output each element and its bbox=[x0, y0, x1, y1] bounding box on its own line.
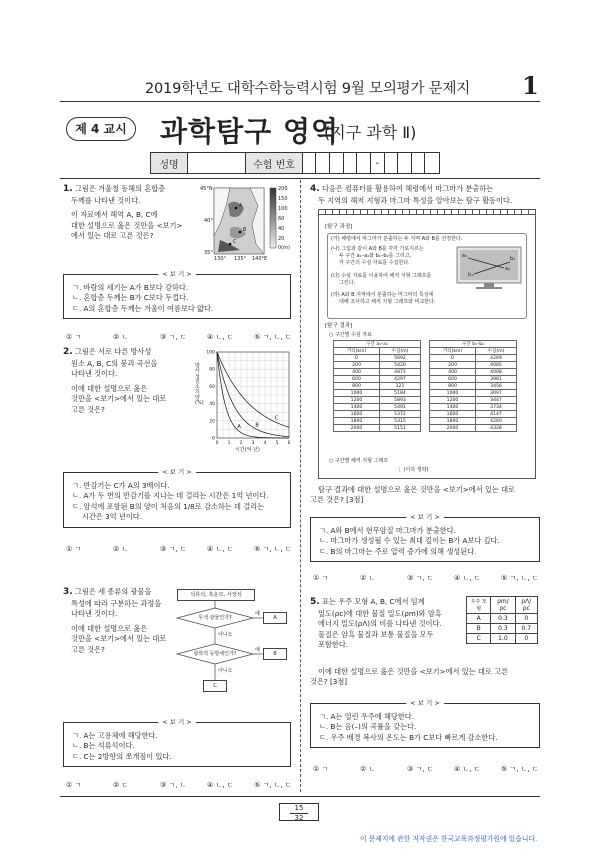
procedure-step: 두 구간 a₁–a₂와 b₁–b₂를 그리고, bbox=[339, 253, 412, 259]
depth-row bbox=[430, 397, 517, 404]
column-divider bbox=[300, 180, 301, 792]
choice-5[interactable]: ⑤ ㄱ, ㄴ, ㄷ bbox=[254, 545, 292, 553]
x-tick-label: 0 bbox=[215, 441, 219, 446]
table-cell: 0 bbox=[515, 634, 537, 644]
table-cell: 400 bbox=[334, 369, 380, 376]
question-5-stem bbox=[310, 596, 460, 651]
flow-no-label: 아니오 bbox=[218, 668, 233, 674]
option-item: ㄷ. 암석에 포함된 B의 양이 처음의 1/8로 감소하는 데 걸리는 bbox=[72, 501, 265, 511]
procedure-step: 대해 조사하고 해저 지형 그래프와 비교한다. bbox=[339, 299, 436, 305]
depth-row bbox=[334, 355, 421, 362]
table-cell: C bbox=[467, 634, 491, 644]
y-tick-label: 20 bbox=[209, 419, 215, 425]
choice-2[interactable]: ② ㄴ bbox=[113, 545, 129, 553]
table-b-title: 구간 b₁–b₂ bbox=[430, 341, 517, 348]
stem-line: 그림은 세 종류의 광물을 bbox=[74, 587, 152, 596]
result-subtitle: ○ 구간별 수심 자료 bbox=[329, 332, 372, 338]
y-tick-label: 60 bbox=[209, 384, 215, 390]
flow-yes-label: 예 bbox=[255, 647, 260, 653]
flow-out-b: B bbox=[263, 648, 287, 660]
option-item: ㄱ. A는 열린 우주에 해당한다. bbox=[319, 712, 415, 721]
depth-row bbox=[430, 362, 517, 369]
map-lat-label: 35° bbox=[204, 250, 213, 256]
table-cell: 1000 bbox=[430, 390, 476, 397]
question-2-choices bbox=[66, 544, 301, 554]
map-lat-label: 40° bbox=[204, 218, 213, 224]
stem-line: 밀도(ρc)에 대한 물질 밀도(ρm)와 암흑 bbox=[318, 609, 442, 619]
screen-label: a₁ bbox=[462, 253, 468, 259]
omitted-note: ⋮ (이하 생략) bbox=[397, 467, 429, 473]
question-2-number: 2. bbox=[63, 347, 73, 357]
chart-xlabel: 시간(억 년) bbox=[235, 447, 260, 453]
depth-row bbox=[334, 397, 421, 404]
exam-title: 2019학년도 대학수학능력시험 9월 모의평가 문제지 bbox=[145, 81, 471, 97]
option-item: ㄷ. A의 혼합층 두께는 겨울이 여름보다 얇다. bbox=[72, 303, 214, 313]
choice-2[interactable]: ② ㄴ bbox=[360, 574, 376, 582]
depth-row bbox=[430, 425, 517, 432]
stem-line: 그림은 서로 다른 방사성 bbox=[74, 347, 152, 356]
map-lat-label: 45°N bbox=[200, 186, 213, 192]
option-item: ㄱ. A와 B에서 현무암질 마그마가 분출한다. bbox=[319, 526, 456, 535]
map-lon-label: 130° bbox=[214, 256, 227, 262]
choice-3[interactable]: ③ ㄱ, ㄷ bbox=[160, 333, 187, 341]
legend-value: 100 bbox=[278, 206, 288, 212]
map-lon-label: 135° bbox=[234, 256, 247, 262]
procedure-step: (다) 수심 자료를 이용하여 해저 지형 그래프를 bbox=[331, 273, 432, 279]
option-item: 시간은 3억 년이다. bbox=[82, 512, 143, 522]
question-3-choices bbox=[66, 780, 301, 790]
table-cell: 1800 bbox=[430, 418, 476, 425]
stem-line: 나타낸 것이다. bbox=[71, 609, 118, 619]
rho-row bbox=[467, 624, 538, 634]
depth-row bbox=[334, 404, 421, 411]
choice-2[interactable]: ② ㄴ bbox=[113, 333, 129, 341]
table-cell: 1800 bbox=[334, 418, 380, 425]
choice-4[interactable]: ④ ㄴ, ㄷ bbox=[207, 545, 234, 553]
table-cell: 0.3 bbox=[491, 614, 515, 624]
table-cell: 3734 bbox=[475, 404, 516, 411]
id-digit[interactable] bbox=[357, 153, 371, 173]
table-cell: 5151 bbox=[379, 425, 420, 432]
choice-5[interactable]: ⑤ ㄱ, ㄴ, ㄷ bbox=[501, 574, 539, 582]
id-digit[interactable] bbox=[385, 153, 399, 173]
col-depth: 수심(m) bbox=[379, 348, 420, 355]
stem-line: 에서 있는 대로 고른 것은? bbox=[71, 231, 154, 241]
procedure-box bbox=[327, 233, 527, 319]
question-5-box bbox=[310, 699, 540, 748]
option-item: ㄴ. B는 석류석이다. bbox=[72, 741, 135, 751]
chart-ylabel: 방사성 원소의 양 (%) bbox=[195, 363, 204, 406]
stem-line: 고른 것은? bbox=[71, 404, 105, 414]
question-5-choices bbox=[313, 764, 548, 774]
depth-row bbox=[430, 390, 517, 397]
table-cell: 4008 bbox=[475, 369, 516, 376]
table-cell: 5491 bbox=[379, 404, 420, 411]
decay-plot bbox=[203, 346, 295, 456]
choice-1[interactable]: ① ㄱ bbox=[66, 545, 82, 553]
legend-value: 200 bbox=[278, 186, 288, 192]
table-cell: 0 bbox=[515, 614, 537, 624]
id-digit[interactable] bbox=[303, 153, 317, 173]
page-number: 1 bbox=[522, 71, 539, 100]
choice-3[interactable]: ③ ㄱ, ㄷ bbox=[407, 574, 434, 582]
depth-row bbox=[334, 425, 421, 432]
stem-line: 대한 설명으로 옳은 것만을 <보기> bbox=[71, 220, 183, 230]
id-digit[interactable] bbox=[344, 153, 358, 173]
table-cell: 4269 bbox=[475, 355, 516, 362]
flow-question-a: 무색 광물인가? bbox=[198, 615, 232, 621]
copyright-notice: 이 문제지에 관한 저작권은 한국교육과정평가원에 있습니다. bbox=[360, 835, 538, 843]
id-digit[interactable] bbox=[425, 153, 439, 173]
table-cell: 200 bbox=[334, 362, 380, 369]
table-cell: 1400 bbox=[430, 404, 476, 411]
screen-label: a₂ bbox=[505, 266, 511, 272]
table-cell: 200 bbox=[430, 362, 476, 369]
table-cell: B bbox=[467, 624, 491, 634]
series-label: C bbox=[274, 415, 279, 422]
legend-value: 60 bbox=[278, 216, 285, 222]
stem-line: 것은? [3점] bbox=[310, 677, 348, 687]
flow-yes-label: 예 bbox=[255, 611, 260, 617]
stem-line: 포함한다. bbox=[318, 640, 349, 650]
x-tick-label: 1 bbox=[227, 441, 231, 446]
screen-label: b₁ bbox=[468, 272, 474, 278]
stem-line: 이에 대한 설명으로 옳은 bbox=[71, 623, 148, 633]
table-cell: 3456 bbox=[475, 383, 516, 390]
x-tick-label: 4 bbox=[263, 441, 267, 446]
stem-line: 것만을 <보기>에서 있는 대로 bbox=[71, 394, 167, 404]
table-header: ρm/ρc bbox=[491, 597, 515, 614]
question-1-stem bbox=[63, 183, 201, 242]
choice-1[interactable]: ① ㄱ bbox=[313, 574, 329, 582]
panel-binding bbox=[318, 209, 536, 215]
y-tick-label: 80 bbox=[209, 367, 215, 373]
choice-4[interactable]: ④ ㄴ, ㄷ bbox=[454, 574, 481, 582]
depth-row bbox=[430, 376, 517, 383]
col-distance: 거리(km) bbox=[430, 348, 476, 355]
col-depth: 수심(m) bbox=[475, 348, 516, 355]
choice-1[interactable]: ① ㄱ bbox=[66, 333, 82, 341]
option-item: ㄴ. A가 두 번의 반감기를 지나는 데 걸리는 시간은 1억 년이다. bbox=[72, 491, 269, 501]
depth-row bbox=[334, 362, 421, 369]
x-tick-label: 3 bbox=[251, 441, 255, 446]
universe-model-table bbox=[466, 596, 538, 644]
procedure-step: (나) 그림과 같이 A와 B를 각각 가로지르는 bbox=[331, 246, 424, 252]
choice-5[interactable]: ⑤ ㄱ, ㄴ, ㄷ bbox=[254, 781, 292, 789]
question-1-choices bbox=[66, 332, 301, 342]
table-header: 우주 모형 bbox=[467, 597, 491, 614]
option-item: ㄴ. B는 음(–)의 곡률을 갖는다. bbox=[319, 722, 417, 732]
rho-row bbox=[467, 614, 538, 624]
table-cell: 1.0 bbox=[491, 634, 515, 644]
choice-3[interactable]: ③ ㄱ, ㄷ bbox=[160, 545, 187, 553]
box-label: < 보 기 > bbox=[406, 513, 444, 521]
question-3-box bbox=[63, 718, 291, 767]
table-cell: 0 bbox=[334, 355, 380, 362]
option-item: ㄷ. C는 2방향의 쪼개짐이 있다. bbox=[72, 751, 172, 761]
choice-5[interactable]: ⑤ ㄱ, ㄴ, ㄷ bbox=[254, 333, 292, 341]
choice-4[interactable]: ④ ㄴ, ㄷ bbox=[207, 333, 234, 341]
table-cell: 600 bbox=[430, 376, 476, 383]
rho-row bbox=[467, 634, 538, 644]
name-field[interactable] bbox=[188, 153, 246, 173]
id-dash: - bbox=[371, 153, 385, 173]
table-cell: 3981 bbox=[475, 376, 516, 383]
legend-value: 20 bbox=[278, 236, 285, 242]
x-tick-label: 6 bbox=[287, 441, 291, 446]
question-1-number: 1. bbox=[63, 184, 73, 194]
footer-page: 15 bbox=[294, 804, 304, 812]
table-cell: 5893 bbox=[379, 397, 420, 404]
procedure-step: 그린다. bbox=[339, 280, 356, 286]
procedure-step: (가) 해령에서 마그마가 분출하는 두 지역 A와 B를 선정한다. bbox=[331, 236, 463, 242]
footer-total: 32 bbox=[290, 813, 308, 822]
col-distance: 거리(km) bbox=[334, 348, 380, 355]
procedure-title: [탐구 과정] bbox=[325, 224, 353, 230]
option-item: ㄷ. 우주 배경 복사의 온도는 B가 C보다 빠르게 감소한다. bbox=[319, 732, 498, 742]
table-cell: 3097 bbox=[475, 390, 516, 397]
option-item: ㄱ. 바람의 세기는 A가 B보다 강하다. bbox=[72, 283, 189, 292]
stem-line: 고른 것은? bbox=[71, 644, 105, 654]
y-tick-label: 100 bbox=[206, 350, 215, 356]
table-cell: 0 bbox=[430, 355, 476, 362]
id-digit[interactable] bbox=[398, 153, 412, 173]
box-label: < 보 기 > bbox=[406, 699, 444, 707]
stem-line: 두께를 나타낸 것이다. bbox=[71, 196, 141, 206]
id-digit[interactable] bbox=[412, 153, 426, 173]
subject-title: 과학탐구 영역 bbox=[160, 115, 340, 148]
mixed-layer-map bbox=[200, 184, 295, 264]
depth-row bbox=[334, 376, 421, 383]
table-cell: 1200 bbox=[430, 397, 476, 404]
depth-row bbox=[430, 404, 517, 411]
option-item: ㄱ. A는 고용체에 해당한다. bbox=[72, 731, 158, 740]
choice-4[interactable]: ④ ㄴ, ㄷ bbox=[207, 781, 234, 789]
table-a-title: 구간 a₁–a₂ bbox=[334, 341, 421, 348]
depth-row bbox=[430, 355, 517, 362]
id-digit[interactable] bbox=[316, 153, 330, 173]
flow-question-b: 광학적 등방체인가? bbox=[193, 651, 237, 657]
question-4-number: 4. bbox=[310, 184, 320, 194]
map-point-label: C bbox=[233, 239, 237, 245]
id-digit[interactable] bbox=[330, 153, 344, 173]
table-cell: 800 bbox=[334, 383, 380, 390]
table-cell: 600 bbox=[334, 376, 380, 383]
table-cell: 5184 bbox=[379, 390, 420, 397]
stem-line: 다음은 컴퓨터를 활용하여 해령에서 마그마가 분출하는 bbox=[321, 184, 494, 193]
option-item: ㄴ. 혼합층 두께는 B가 C보다 두껍다. bbox=[72, 293, 189, 303]
question-3-stem bbox=[63, 586, 178, 655]
table-cell: 800 bbox=[430, 383, 476, 390]
stem-line: 것만을 <보기>에서 있는 대로 bbox=[71, 634, 167, 644]
map-lon-label: 140°E bbox=[252, 256, 268, 262]
question-4-box bbox=[310, 513, 540, 562]
choice-2[interactable]: ② ㄷ bbox=[113, 781, 129, 789]
table-cell: 5372 bbox=[379, 411, 420, 418]
table-cell: 0.3 bbox=[491, 624, 515, 634]
legend-value: 150 bbox=[278, 196, 288, 202]
depth-table-a bbox=[333, 340, 421, 432]
depth-table-b bbox=[429, 340, 517, 432]
question-1-box bbox=[63, 270, 291, 319]
depth-row bbox=[430, 411, 517, 418]
inquiry-panel bbox=[318, 214, 536, 479]
stem-line: 고른 것은? [3점] bbox=[310, 495, 364, 505]
footer-rule bbox=[60, 796, 540, 797]
depth-row bbox=[334, 369, 421, 376]
table-cell: 0.7 bbox=[515, 624, 537, 634]
header-rule bbox=[60, 101, 540, 102]
stem-line: 물질은 암흑 물질과 보통 물질을 모두 bbox=[318, 629, 434, 639]
choice-5[interactable]: ⑤ ㄱ, ㄴ, ㄷ bbox=[501, 765, 539, 773]
stem-line: 탐구 결과에 대한 설명으로 옳은 것만을 <보기>에서 있는 대로 bbox=[318, 485, 515, 494]
question-4-stem bbox=[310, 183, 540, 206]
y-tick-label: 0 bbox=[212, 436, 215, 442]
decay-chart bbox=[195, 346, 295, 456]
legend-value: 40 bbox=[278, 226, 285, 232]
depth-row bbox=[334, 418, 421, 425]
series-label: A bbox=[237, 423, 241, 430]
table-cell: 5420 bbox=[379, 362, 420, 369]
table-cell: 4085 bbox=[475, 362, 516, 369]
map-point-label: B bbox=[243, 227, 247, 233]
table-header: ρΛ/ρc bbox=[515, 597, 537, 614]
table-cell: 1400 bbox=[334, 404, 380, 411]
question-5-number: 5. bbox=[310, 597, 320, 607]
flow-out-c: C bbox=[203, 680, 227, 692]
legend-value: 0(m) bbox=[278, 245, 290, 251]
question-5-prompt bbox=[310, 667, 542, 688]
map-point-label: A bbox=[239, 203, 243, 209]
table-cell: 5315 bbox=[379, 418, 420, 425]
table-cell: 3447 bbox=[475, 397, 516, 404]
procedure-step: (라) A와 B 지역에서 분출하는 마그마의 특성에 bbox=[331, 292, 434, 298]
series-label: B bbox=[255, 422, 259, 429]
result-title: [탐구 결과] bbox=[325, 323, 353, 329]
depth-row bbox=[334, 390, 421, 397]
choice-2[interactable]: ② ㄴ bbox=[360, 765, 376, 773]
choice-1[interactable]: ① ㄱ bbox=[313, 765, 329, 773]
stem-line: 특성에 따라 구분하는 과정을 bbox=[71, 599, 162, 609]
stem-line: 이에 대한 설명으로 옳은 bbox=[71, 383, 148, 393]
choice-4[interactable]: ④ ㄴ, ㄷ bbox=[454, 765, 481, 773]
y-tick-label: 40 bbox=[209, 402, 215, 408]
id-label: 수험 번호 bbox=[246, 153, 302, 173]
x-tick-label: 2 bbox=[239, 441, 243, 446]
table-cell: 4871 bbox=[379, 369, 420, 376]
choice-3[interactable]: ③ ㄱ, ㄷ bbox=[407, 765, 434, 773]
question-4-prompt bbox=[310, 485, 540, 506]
stem-line: 이 자료에서 해역 A, B, C에 bbox=[71, 210, 158, 220]
table-cell: 1200 bbox=[334, 397, 380, 404]
table-cell: 4328 bbox=[475, 425, 516, 432]
body-top-rule bbox=[60, 178, 540, 179]
flow-no-label: 아니오 bbox=[218, 632, 233, 638]
table-cell: 1600 bbox=[334, 411, 380, 418]
question-4-choices bbox=[313, 573, 548, 583]
depth-row bbox=[430, 369, 517, 376]
procedure-step: 각 구간의 수심 자료를 수집한다. bbox=[339, 260, 410, 266]
flow-start-box: 석류석, 흑운모, 사장석 bbox=[177, 589, 255, 601]
box-label: < 보 기 > bbox=[158, 468, 196, 476]
table-cell: 2000 bbox=[430, 425, 476, 432]
question-2-box bbox=[63, 468, 291, 528]
screen-label: b₂ bbox=[510, 256, 516, 262]
box-label: < 보 기 > bbox=[158, 718, 196, 726]
x-tick-label: 5 bbox=[275, 441, 279, 446]
stem-line: 나타낸 것이다. bbox=[71, 369, 118, 379]
stem-line: 이에 대한 설명으로 옳은 것만을 <보기>에서 있는 대로 고른 bbox=[318, 667, 509, 676]
table-cell: 4297 bbox=[379, 376, 420, 383]
option-item: ㄱ. 반감기는 C가 A의 3배이다. bbox=[72, 481, 170, 490]
name-label: 성명 bbox=[151, 153, 188, 173]
option-item: ㄴ. 마그마가 생성될 수 있는 최대 깊이는 B가 A보다 깊다. bbox=[319, 536, 500, 546]
box-label: < 보 기 > bbox=[158, 270, 196, 278]
table-cell: 1600 bbox=[430, 411, 476, 418]
table-cell: 1000 bbox=[334, 390, 380, 397]
table-cell: 2000 bbox=[334, 425, 380, 432]
subject-subtitle: (지구 과학 Ⅱ) bbox=[324, 123, 417, 142]
depth-row bbox=[430, 418, 517, 425]
option-item: ㄷ. B의 마그마는 주로 압력 증가에 의해 생성된다. bbox=[319, 546, 477, 556]
mineral-flowchart bbox=[175, 586, 295, 714]
name-id-table bbox=[150, 152, 440, 174]
question-3-number: 3. bbox=[63, 587, 73, 597]
depth-row bbox=[334, 411, 421, 418]
stem-line: 두 지역의 해저 지형과 마그마 특성을 알아보는 탐구 활동이다. bbox=[318, 196, 513, 206]
choice-1[interactable]: ① ㄱ bbox=[66, 781, 82, 789]
stem-line: 원소 A, B, C의 붕괴 곡선을 bbox=[71, 359, 158, 369]
profile-label: ○ 구간별 해저 지형 그래프 bbox=[329, 458, 389, 464]
stem-line: 표는 우주 모형 A, B, C에서 임계 bbox=[321, 597, 425, 606]
table-cell: A bbox=[467, 614, 491, 624]
footer-page-box bbox=[279, 803, 319, 821]
table-cell: 400 bbox=[430, 369, 476, 376]
choice-3[interactable]: ③ ㄱ, ㄴ bbox=[160, 781, 187, 789]
table-cell: 4260 bbox=[475, 418, 516, 425]
table-cell: 121 bbox=[379, 383, 420, 390]
stem-line: 그림은 겨울철 동해의 혼합층 bbox=[74, 184, 166, 193]
period-badge: 제 4 교시 bbox=[66, 117, 136, 141]
question-2-stem bbox=[63, 346, 204, 415]
stem-line: 에너지 밀도(ρΛ)의 비를 나타낸 것이다. bbox=[318, 619, 442, 629]
depth-row bbox=[430, 383, 517, 390]
flow-out-a: A bbox=[263, 612, 287, 624]
table-cell: 4147 bbox=[475, 411, 516, 418]
depth-row bbox=[334, 383, 421, 390]
computer-screen bbox=[456, 246, 522, 290]
table-cell: 5692 bbox=[379, 355, 420, 362]
